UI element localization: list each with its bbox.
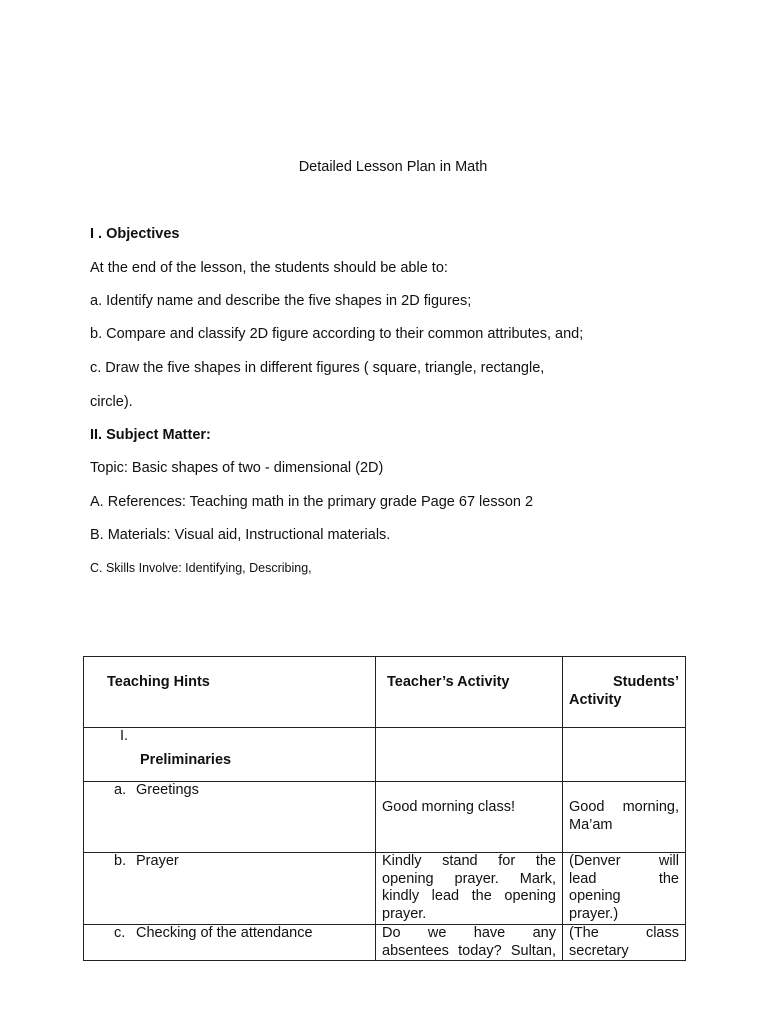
objective-b: b. Compare and classify 2D figure according to their common attributes, and; (90, 326, 584, 342)
table-row (84, 782, 686, 853)
skills-line: C. Skills Involve: Identifying, Describing, (90, 561, 312, 575)
lesson-plan-table (83, 656, 686, 961)
header-teaching-hints: Teaching Hints (84, 657, 376, 728)
students-activity-line: secretary (569, 942, 629, 959)
table-row (84, 728, 686, 782)
objectives-intro: At the end of the lesson, the students should be able to: (90, 260, 448, 276)
table-row (84, 853, 686, 925)
references-line: A. References: Teaching math in the primary grade Page 67 lesson 2 (90, 494, 534, 510)
hint-cell (84, 925, 376, 961)
header-teachers-activity: Teacher’s Activity (376, 657, 563, 728)
objective-c: c. Draw the five shapes in different figures ( square, triangle, rectangle, (90, 360, 545, 376)
teacher-activity-line: prayer. (382, 905, 427, 922)
students-activity-cell (563, 782, 686, 853)
hint-text: Prayer (136, 853, 179, 869)
objectives-heading: I . Objectives (90, 226, 180, 242)
table-row (84, 925, 686, 961)
teacher-activity-line: kindly lead the opening (382, 888, 556, 904)
preliminaries-cell (84, 728, 376, 782)
row-letter: c. (114, 925, 126, 941)
header-students-line-1: Students’ (612, 674, 679, 690)
empty-cell (563, 728, 686, 782)
teacher-activity-cell (376, 853, 563, 925)
students-activity-line: Good morning, (569, 799, 679, 815)
subject-matter-heading: II. Subject Matter: (90, 427, 211, 443)
teacher-activity-line: opening prayer. Mark, (382, 870, 556, 887)
page-title: Detailed Lesson Plan in Math (298, 159, 488, 175)
topic-line: Topic: Basic shapes of two - dimensional (2D) (90, 460, 384, 476)
students-activity-line: Ma’am (569, 816, 613, 833)
students-activity-cell (563, 853, 686, 925)
header-students-line-2: Activity (569, 691, 622, 708)
hint-text: Greetings (136, 782, 199, 798)
teacher-activity-line: absentees today? Sultan, (382, 942, 556, 959)
preliminaries-label: Preliminaries (140, 751, 232, 768)
students-activity-cell (563, 925, 686, 961)
row-letter: b. (114, 853, 127, 869)
empty-cell (376, 728, 563, 782)
teacher-activity-line: Do we have any (382, 925, 556, 941)
teacher-activity-cell (376, 782, 563, 853)
students-activity-line: lead the (569, 870, 679, 887)
hint-cell (84, 782, 376, 853)
students-activity-line: (The class (569, 925, 679, 941)
preliminaries-numeral: I. (120, 728, 129, 744)
hint-cell (84, 853, 376, 925)
row-letter: a. (114, 782, 127, 798)
table-header-row (84, 657, 686, 728)
students-activity-line: prayer.) (569, 905, 619, 922)
materials-line: B. Materials: Visual aid, Instructional materials. (90, 527, 391, 543)
students-activity-line: opening (569, 888, 621, 904)
teacher-activity-cell (376, 925, 563, 961)
teacher-activity-line: Kindly stand for the (382, 853, 556, 869)
objective-a: a. Identify name and describe the five shapes in 2D figures; (90, 293, 472, 309)
teacher-activity-text: Good morning class! (382, 799, 515, 815)
hint-text: Checking of the attendance (136, 925, 313, 941)
objective-c-continued: circle). (90, 394, 133, 410)
header-students-activity (563, 657, 686, 728)
students-activity-line: (Denver will (569, 853, 679, 869)
